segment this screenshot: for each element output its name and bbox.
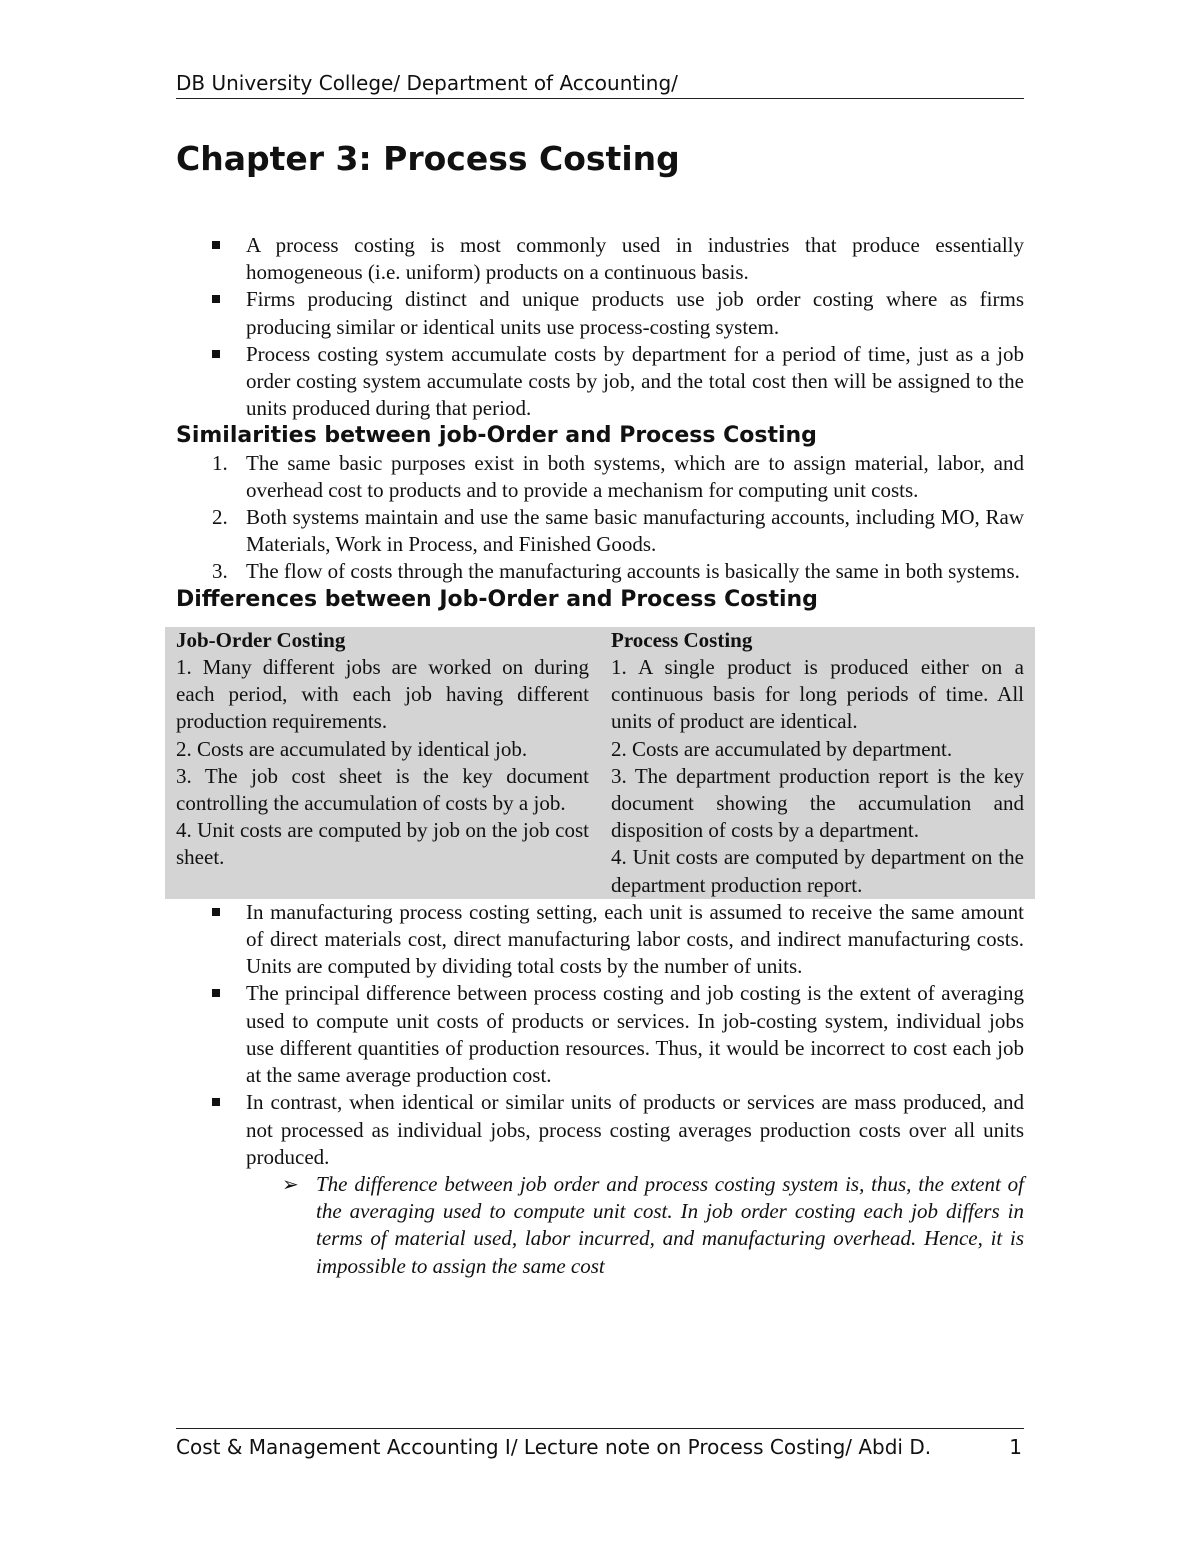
table-cell: 1. A single product is produced either on a continuous basis for long periods of time. All units of product are identical. <box>611 655 1024 734</box>
list-item-text: In contrast, when identical or similar units of products or services are mass produced, and not processed as individual jobs, process costing averages production costs over all units produced. <box>246 1090 1024 1169</box>
list-item <box>176 1089 1024 1171</box>
page-number: 1 <box>1009 1435 1022 1459</box>
closing-bullet-list <box>176 899 1024 1171</box>
list-item <box>176 899 1024 981</box>
table-cell: 4. Unit costs are computed by department on the department production report. <box>611 845 1024 897</box>
job-order-column <box>176 627 589 899</box>
table-cell: 4. Unit costs are computed by job on the job cost sheet. <box>176 818 589 870</box>
table-cell: 3. The department production report is the key document showing the accumulation and disposition of costs by a department. <box>611 763 1024 843</box>
square-bullet-icon <box>212 908 220 916</box>
arrow-note <box>176 1171 1024 1280</box>
table-cell: 1. Many different jobs are worked on during each period, with each job having different production requirements. <box>176 655 589 734</box>
square-bullet-icon <box>212 295 220 303</box>
list-item-text: A process costing is most commonly used in industries that produce essentially homogeneous (i.e. uniform) products on a continuous basis. <box>246 233 1024 285</box>
square-bullet-icon <box>212 350 220 358</box>
list-item-text: The flow of costs through the manufacturing accounts is basically the same in both systems. <box>246 559 1020 584</box>
list-item-text: The same basic purposes exist in both systems, which are to assign material, labor, and overhead cost to products and to provide a mechanism for computing unit costs. <box>246 450 1024 502</box>
list-item <box>176 450 1024 504</box>
list-item <box>176 286 1024 340</box>
list-item-text: In manufacturing process costing setting, each unit is assumed to receive the same amount of direct materials cost, direct manufacturing labor costs, and indirect manufacturing costs. Units are computed by dividing total costs by the number of units. <box>246 899 1024 979</box>
chapter-title: Chapter 3: Process Costing <box>176 139 680 178</box>
list-item <box>176 341 1024 423</box>
intro-bullet-list <box>176 232 1024 422</box>
similarities-heading: Similarities between job-Order and Process Costing <box>176 423 817 449</box>
arrow-note-text: The difference between job order and process costing system is, thus, the extent of the averaging used to compute unit cost. In job order costing each job differs in terms of material used, labor incurred, and manufacturing overhead. Hence, it is impossible to assign the same cost <box>316 1171 1024 1278</box>
list-number: 1. <box>212 450 228 475</box>
table-cell: 2. Costs are accumulated by identical job. <box>176 736 528 761</box>
list-item <box>176 558 1024 585</box>
list-item-text: Firms producing distinct and unique products use job order costing where as firms producing similar or identical units use process-costing system. <box>246 287 1024 339</box>
arrow-bullet-icon: ➢ <box>282 1171 299 1196</box>
list-number: 2. <box>212 505 228 530</box>
page-body <box>176 232 1024 1280</box>
list-item <box>176 980 1024 1089</box>
list-item-text: The principal difference between process costing and job costing is the extent of averaging used to compute unit costs of products or services. In job-costing system, individual jobs use different quantities of production resources. Thus, it would be incorrect to cost each job at the same average production cost. <box>246 981 1024 1088</box>
page-header: DB University College/ Department of Accounting/ <box>176 70 1024 99</box>
similarities-list <box>176 450 1024 586</box>
square-bullet-icon <box>212 1098 220 1106</box>
comparison-table <box>165 627 1035 899</box>
page-footer <box>176 1428 1024 1460</box>
list-item <box>176 504 1024 558</box>
square-bullet-icon <box>212 989 220 997</box>
differences-heading: Differences between Job-Order and Process Costing <box>176 586 818 612</box>
list-item-text: Both systems maintain and use the same basic manufacturing accounts, including MO, Raw Materials, Work in Process, and Finished Goods. <box>246 505 1024 557</box>
column-header: Job-Order Costing <box>176 627 346 652</box>
column-header: Process Costing <box>611 627 753 652</box>
table-cell: 2. Costs are accumulated by department. <box>611 736 953 761</box>
list-number: 3. <box>212 559 228 584</box>
list-item-text: Process costing system accumulate costs by department for a period of time, just as a job order costing system accumulate costs by job, and the total cost then will be assigned to the units produced during that period. <box>246 341 1024 421</box>
footer-text: Cost & Management Accounting I/ Lecture note on Process Costing/ Abdi D. <box>176 1435 932 1459</box>
process-column <box>611 627 1024 899</box>
table-cell: 3. The job cost sheet is the key document controlling the accumulation of costs by a job. <box>176 763 589 816</box>
list-item <box>176 232 1024 286</box>
square-bullet-icon <box>212 241 220 249</box>
